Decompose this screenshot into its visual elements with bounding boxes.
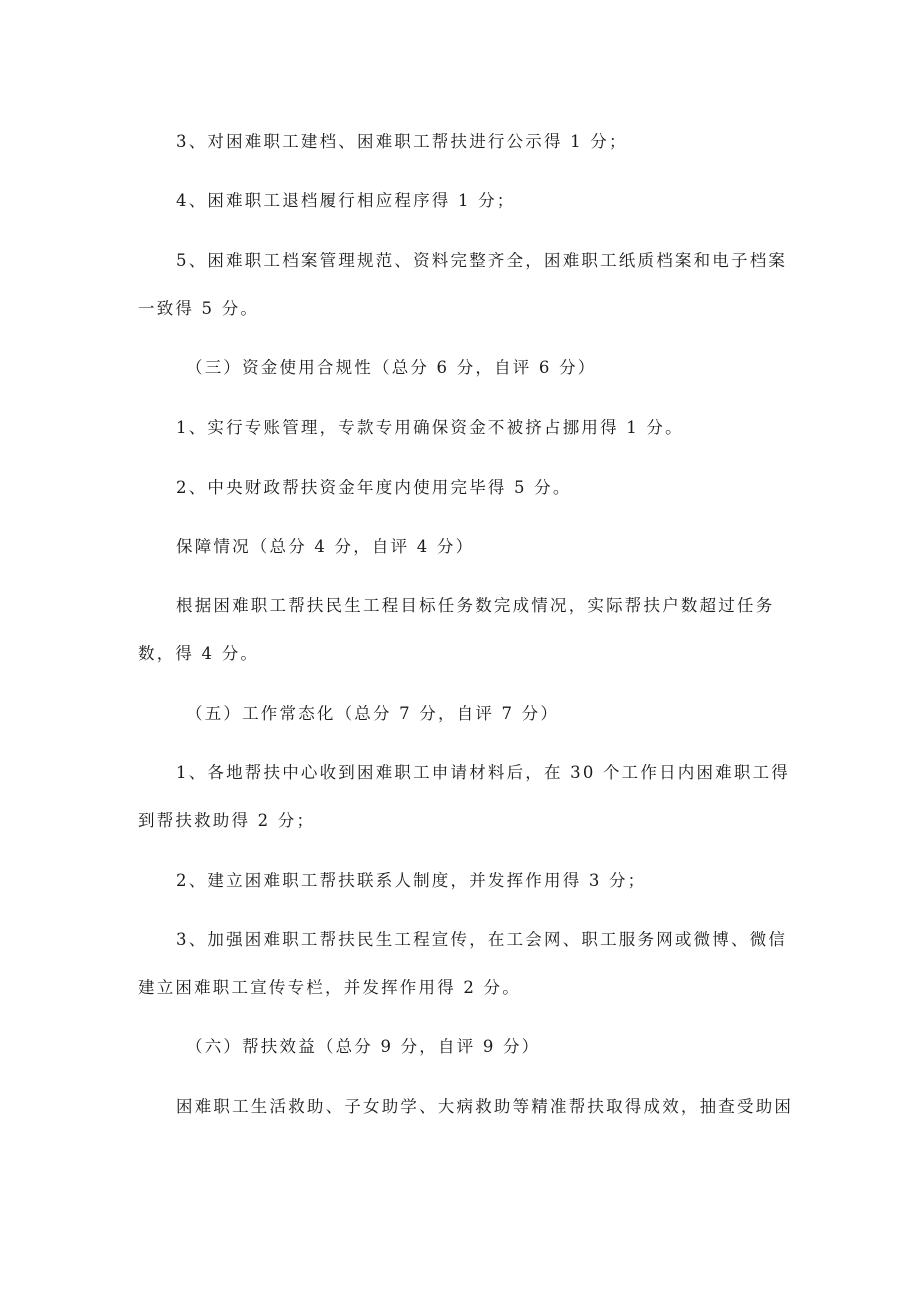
section-5-item-1-line1: 1、各地帮扶中心收到困难职工申请材料后，在 30 个工作日内困难职工得 xyxy=(176,763,790,782)
section-4-heading: 保障情况（总分 4 分，自评 4 分） xyxy=(176,537,475,556)
section-6-body-line1: 困难职工生活救助、子女助学、大病救助等精准帮扶取得成效，抽查受助困 xyxy=(176,1097,794,1116)
section-3-item-1: 1、实行专账管理，专款专用确保资金不被挤占挪用得 1 分。 xyxy=(176,418,684,437)
section-5-item-2: 2、建立困难职工帮扶联系人制度，并发挥作用得 3 分； xyxy=(176,871,647,890)
section-6-heading: （六）帮扶效益（总分 9 分，自评 9 分） xyxy=(186,1037,541,1056)
section-4-body-line2: 数，得 4 分。 xyxy=(138,644,260,663)
section-5-item-3-line2: 建立困难职工宣传专栏，并发挥作用得 2 分。 xyxy=(138,978,521,997)
item-3-publicity: 3、对困难职工建档、困难职工帮扶进行公示得 1 分； xyxy=(176,132,628,151)
item-5-archive-management-line2: 一致得 5 分。 xyxy=(138,299,260,318)
item-4-exit-procedure: 4、困难职工退档履行相应程序得 1 分； xyxy=(176,191,516,210)
section-5-heading: （五）工作常态化（总分 7 分，自评 7 分） xyxy=(186,704,560,723)
section-3-item-2: 2、中央财政帮扶资金年度内使用完毕得 5 分。 xyxy=(176,478,572,497)
section-4-body-line1: 根据困难职工帮扶民生工程目标任务数完成情况，实际帮扶户数超过任务 xyxy=(176,596,775,615)
item-5-archive-management-line1: 5、困难职工档案管理规范、资料完整齐全，困难职工纸质档案和电子档案 xyxy=(176,251,788,270)
section-3-heading: （三）资金使用合规性（总分 6 分，自评 6 分） xyxy=(186,358,597,377)
section-5-item-1-line2: 到帮扶救助得 2 分； xyxy=(138,811,316,830)
section-5-item-3-line1: 3、加强困难职工帮扶民生工程宣传，在工会网、职工服务网或微博、微信 xyxy=(176,930,788,949)
